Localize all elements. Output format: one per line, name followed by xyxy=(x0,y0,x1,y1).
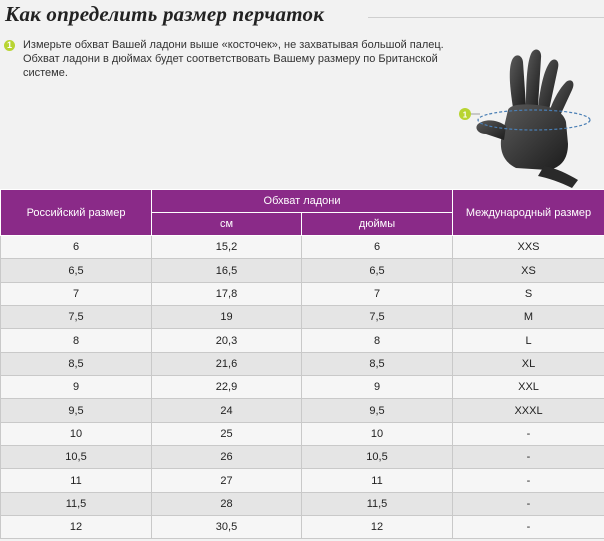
cell-russian-size: 11 xyxy=(1,469,152,492)
cell-international-size: S xyxy=(453,282,604,305)
table-row xyxy=(1,352,604,375)
header-russian-size: Российский размер xyxy=(1,190,152,236)
cell-inches: 7 xyxy=(302,282,453,305)
cell-russian-size: 11,5 xyxy=(1,492,152,515)
glove-size-table xyxy=(0,189,604,539)
cell-international-size: XS xyxy=(453,259,604,282)
cell-inches: 8,5 xyxy=(302,352,453,375)
table-row xyxy=(1,329,604,352)
glove-icon xyxy=(456,48,596,188)
cell-cm: 24 xyxy=(152,399,302,422)
page-title: Как определить размер перчаток xyxy=(5,2,325,26)
cell-russian-size: 10,5 xyxy=(1,446,152,469)
cell-russian-size: 9 xyxy=(1,376,152,399)
header-international-size: Международный размер xyxy=(453,190,604,236)
table-row xyxy=(1,306,604,329)
cell-inches: 9 xyxy=(302,376,453,399)
cell-international-size: L xyxy=(453,329,604,352)
instruction-line-1: Измерьте обхват Вашей ладони выше «косточек», не захватывая большой палец. xyxy=(23,39,444,51)
cell-international-size: XXL xyxy=(453,376,604,399)
cell-international-size: - xyxy=(453,516,604,539)
table-row xyxy=(1,282,604,305)
title-divider xyxy=(368,17,604,18)
cell-cm: 27 xyxy=(152,469,302,492)
cell-cm: 16,5 xyxy=(152,259,302,282)
cell-international-size: - xyxy=(453,446,604,469)
cell-cm: 28 xyxy=(152,492,302,515)
cell-russian-size: 6,5 xyxy=(1,259,152,282)
cell-russian-size: 9,5 xyxy=(1,399,152,422)
cell-cm: 22,9 xyxy=(152,376,302,399)
header-cm: см xyxy=(152,213,302,236)
cell-russian-size: 7 xyxy=(1,282,152,305)
cell-cm: 17,8 xyxy=(152,282,302,305)
cell-russian-size: 12 xyxy=(1,516,152,539)
cell-inches: 12 xyxy=(302,516,453,539)
cell-inches: 10,5 xyxy=(302,446,453,469)
cell-inches: 11,5 xyxy=(302,492,453,515)
cell-russian-size: 8,5 xyxy=(1,352,152,375)
cell-cm: 20,3 xyxy=(152,329,302,352)
table-row xyxy=(1,422,604,445)
cell-international-size: - xyxy=(453,492,604,515)
cell-inches: 8 xyxy=(302,329,453,352)
cell-cm: 25 xyxy=(152,422,302,445)
cell-inches: 9,5 xyxy=(302,399,453,422)
table-row xyxy=(1,236,604,259)
table-row xyxy=(1,259,604,282)
cell-cm: 26 xyxy=(152,446,302,469)
cell-international-size: XL xyxy=(453,352,604,375)
cell-international-size: XXS xyxy=(453,236,604,259)
cell-russian-size: 8 xyxy=(1,329,152,352)
header-palm-girth: Обхват ладони xyxy=(152,190,453,213)
cell-inches: 6 xyxy=(302,236,453,259)
glove-marker-number: 1 xyxy=(462,110,468,120)
cell-russian-size: 10 xyxy=(1,422,152,445)
cell-cm: 19 xyxy=(152,306,302,329)
cell-russian-size: 7,5 xyxy=(1,306,152,329)
table-row xyxy=(1,516,604,539)
table-row xyxy=(1,492,604,515)
cell-inches: 10 xyxy=(302,422,453,445)
measurement-instructions xyxy=(23,38,453,80)
cell-inches: 6,5 xyxy=(302,259,453,282)
table-row xyxy=(1,376,604,399)
cell-inches: 7,5 xyxy=(302,306,453,329)
table-row xyxy=(1,446,604,469)
cell-cm: 21,6 xyxy=(152,352,302,375)
step-number-badge: 1 xyxy=(4,40,15,51)
cell-international-size: - xyxy=(453,422,604,445)
table-row xyxy=(1,399,604,422)
cell-cm: 30,5 xyxy=(152,516,302,539)
cell-cm: 15,2 xyxy=(152,236,302,259)
header-inches: дюймы xyxy=(302,213,453,236)
cell-international-size: - xyxy=(453,469,604,492)
cell-russian-size: 6 xyxy=(1,236,152,259)
cell-inches: 11 xyxy=(302,469,453,492)
cell-international-size: XXXL xyxy=(453,399,604,422)
cell-international-size: M xyxy=(453,306,604,329)
instruction-line-2: Обхват ладони в дюймах будет соответствовать Вашему размеру по Британской системе. xyxy=(23,53,438,79)
table-row xyxy=(1,469,604,492)
